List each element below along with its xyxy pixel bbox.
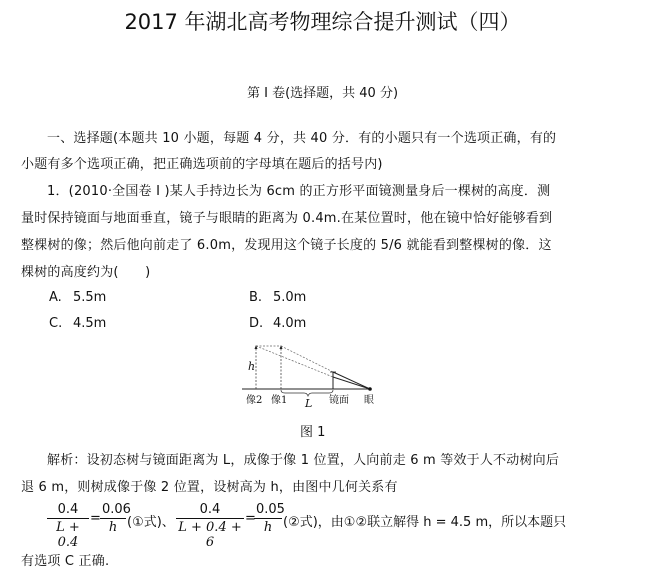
fraction-bar [176,518,244,519]
solution-conclusion: 有选项 C 正确. [21,554,110,569]
instructions-line-1: 一、选择题(本题共 10 小题，每题 4 分，共 40 分．有的小题只有一个选项正确，有的 [47,131,557,146]
eq2-rhs-numerator: 0.05 [256,502,285,517]
eq2-numerator: 0.4 [199,502,221,517]
eq1-numerator: 0.4 [57,502,79,517]
eq1-denominator: L + 0.4 [56,520,80,550]
option-d-label: D. [249,316,264,331]
question-line-2: 量时保持镜面与地面垂直，镜子与眼睛的距离为 0.4m.在某位置时，他在镜中恰好能够看到 [21,211,553,226]
document-title: 2017 年湖北高考物理综合提升测试（四） [124,10,521,34]
question-line-1: 1．(2010·全国卷 I )某人手持边长为 6cm 的正方形平面镜测量身后一棵树的高度．测 [47,184,551,199]
section-header: 第 I 卷(选择题，共 40 分) [246,86,399,101]
eq2-denominator: L + 0.4 + 6 [178,520,242,550]
option-a-label: A. [49,290,62,305]
option-c-label: C. [49,316,63,331]
mirror-geometry-figure [240,338,380,413]
figure-label-eye: 眼 [364,395,374,406]
option-a [49,290,106,305]
figure-caption: 图 1 [300,425,326,440]
option-a-value: 5.5m [73,290,107,305]
fraction-bar [47,518,89,519]
option-d [249,316,306,331]
figure-label-L: L [305,397,313,410]
equals-sign: = [90,511,101,526]
option-c [49,316,106,331]
option-b-value: 5.0m [273,290,307,305]
equation-1-rhs-fraction [100,502,131,535]
solution-line-1: 解析：设初态树与镜面距离为 L，成像于像 1 位置，人向前走 6 m 等效于人不动树向后 [47,453,560,468]
solution-line-2: 退 6 m，则树成像于像 2 位置，设树高为 h，由图中几何关系有 [21,480,398,495]
equation-2-tag: (②式)，由①②联立解得 h = 4.5 m，所以本题只 [283,515,567,530]
eq2-rhs-denominator: h [263,520,273,535]
figure-label-h: h [248,360,256,373]
eq1-rhs-denominator: h [108,520,118,535]
question-line-4: 棵树的高度约为( ) [21,265,151,280]
equation-1-lhs-fraction [47,502,89,550]
equation-2-lhs-fraction [176,502,244,550]
question-line-3: 整棵树的像；然后他向前走了 6.0m，发现用这个镜子长度的 5/6 就能看到整棵树的像．这 [21,238,552,253]
fraction-bar [100,518,126,519]
equation-1-tag: (①式)、 [127,515,175,530]
option-d-value: 4.0m [273,316,307,331]
option-b-label: B. [249,290,263,305]
figure-label-image1: 像1 [271,395,288,406]
fraction-bar [254,518,282,519]
instructions-line-2: 小题有多个选项正确，把正确选项前的字母填在题后的括号内) [21,157,383,172]
option-c-value: 4.5m [73,316,107,331]
figure-label-image2: 像2 [246,395,263,406]
option-b [249,290,306,305]
figure-label-mirror: 镜面 [329,395,349,406]
equation-2-rhs-fraction [254,502,285,535]
equals-sign: = [245,511,256,526]
eq1-rhs-numerator: 0.06 [102,502,131,517]
